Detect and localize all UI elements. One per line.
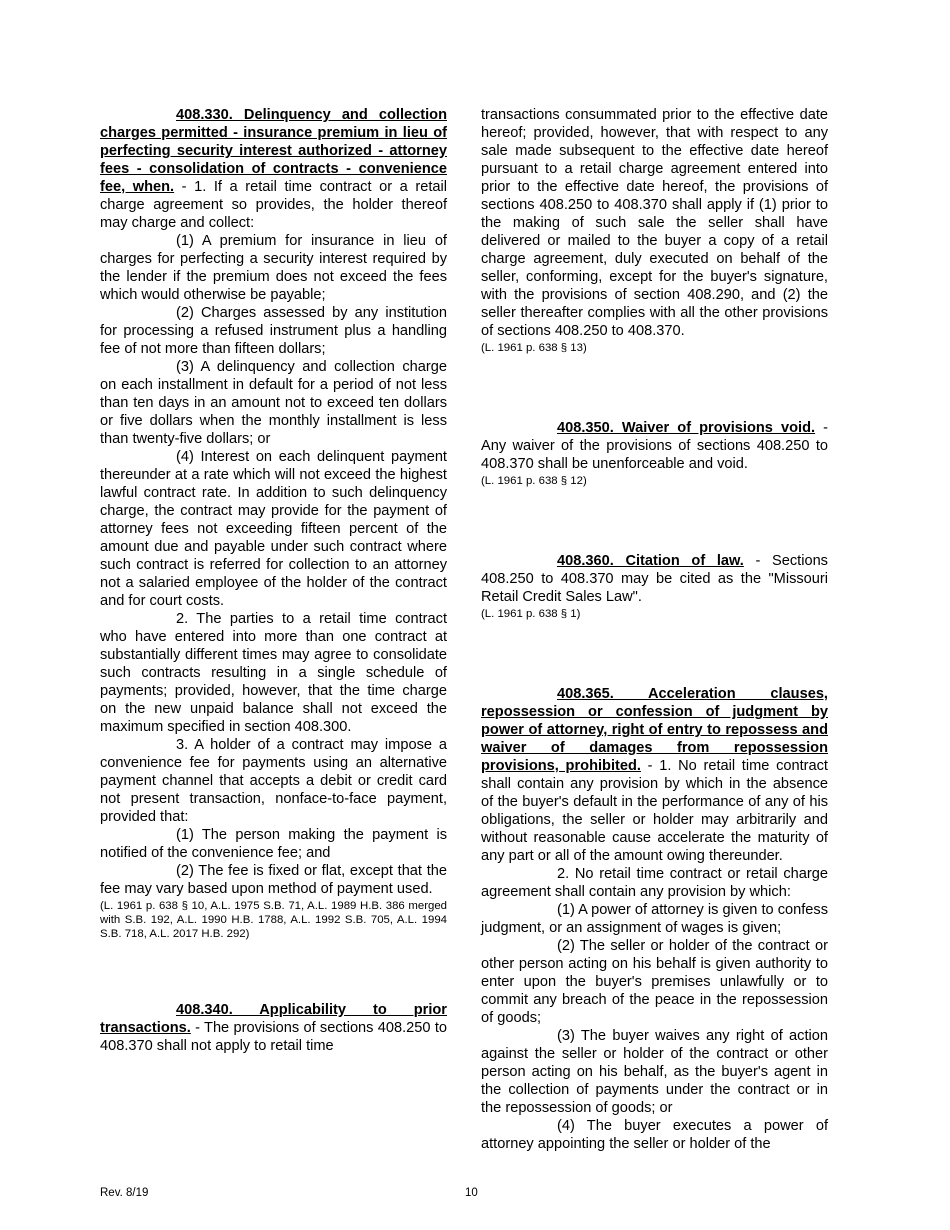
paragraph: (4) The buyer executes a power of attorney appointing the seller or holder of the <box>481 1118 828 1152</box>
section-408-360-heading: 408.360. Citation of law. <box>557 553 744 569</box>
section-408-350: 408.350. Waiver of provisions void. - Any waiver of the provisions of sections 408.250 to 408.370 shall be unenforceable and void. <box>481 420 828 472</box>
history-note: (L. 1961 p. 638 § 13) <box>481 342 587 354</box>
history-note: (L. 1961 p. 638 § 10, A.L. 1975 S.B. 71, A.L. 1989 H.B. 386 merged with S.B. 192, A.L. 1990 H.B. 1788, A.L. 1992 S.B. 705, A.L. 1994 S.B. 718, A.L. 2017 H.B. 292) <box>100 900 447 940</box>
section-408-360: 408.360. Citation of law. - Sections 408.250 to 408.370 may be cited as the "Missouri Retail Credit Sales Law". <box>481 553 828 605</box>
right-column <box>481 106 828 1153</box>
revision-label: Rev. 8/19 <box>100 1187 149 1199</box>
paragraph: 2. No retail time contract or retail charge agreement shall contain any provision by which: <box>481 866 828 900</box>
paragraph: (1) The person making the payment is notified of the convenience fee; and <box>100 827 447 861</box>
paragraph: (2) The fee is fixed or flat, except that the fee may vary based upon method of payment used. <box>100 863 447 897</box>
paragraph: (4) Interest on each delinquent payment thereunder at a rate which will not exceed the highest lawful contract rate. In addition to such delinquency charge, the contract may provide for the payment of attorney fees not exceeding fifteen percent of the amount due and payable under such contract where such contract is referred for collection to an attorney not a salaried employee of the holder of the contract and for court costs. <box>100 449 447 609</box>
section-408-340-continued: transactions consummated prior to the effective date hereof; provided, however, that with respect to any sale made subsequent to the effective date hereof pursuant to a retail charge agreement entered into prior to the effective date hereof, the provisions of sections 408.250 to 408.370 shall apply if (1) prior to the making of such sale the seller shall have delivered or mailed to the buyer a copy of a retail charge agreement, duly executed on behalf of the seller, conforming, except for the buyer's signature, with the provisions of section 408.290, and (2) the seller thereafter complies with all the other provisions of sections 408.250 to 408.370. <box>481 107 828 339</box>
paragraph: (1) A premium for insurance in lieu of charges for perfecting a security interest required by the lender if the premium does not exceed the fees which would otherwise be payable; <box>100 233 447 303</box>
history-note: (L. 1961 p. 638 § 12) <box>481 475 587 487</box>
history-note: (L. 1961 p. 638 § 1) <box>481 608 581 620</box>
section-408-330-heading: 408.330. Delinquency and collection charges permitted - insurance premium in lieu of perfecting security interest authorized - attorney fees - consolidation of contracts - convenience fee, when. <box>100 107 447 195</box>
paragraph: (2) The seller or holder of the contract or other person acting on his behalf is given authority to enter upon the buyer's premises unlawfully or to commit any breach of the peace in the repossession of goods; <box>481 938 828 1026</box>
section-408-340-heading: 408.340. Applicability to prior transactions. <box>100 1002 447 1036</box>
section-408-340: 408.340. Applicability to prior transactions. - The provisions of sections 408.250 to 408.370 shall not apply to retail time <box>100 1002 447 1054</box>
paragraph: (1) A power of attorney is given to confess judgment, or an assignment of wages is given; <box>481 902 828 936</box>
paragraph: 3. A holder of a contract may impose a convenience fee for payments using an alternative payment channel that accepts a debit or credit card not present transaction, nonface-to-face payment, provided that: <box>100 737 447 825</box>
left-column <box>100 106 447 1055</box>
paragraph: (2) Charges assessed by any institution for processing a refused instrument plus a handling fee of not more than fifteen dollars; <box>100 305 447 357</box>
section-408-350-heading: 408.350. Waiver of provisions void. <box>557 420 816 436</box>
paragraph: 2. The parties to a retail time contract who have entered into more than one contract at substantially different times may agree to consolidate such contracts resulting in a single schedule of payments; provided, however, that the time charge on the new unpaid balance shall not exceed the maximum specified in section 408.300. <box>100 611 447 735</box>
section-408-365-heading: 408.365. Acceleration clauses, repossession or confession of judgment by power of attorney, right of entry to repossess and waiver of damages from repossession provisions, prohibited. <box>481 686 828 774</box>
paragraph: (3) The buyer waives any right of action against the seller or holder of the contract or other person acting on his behalf, as the buyer's agent in the collection of payments under the contract or in the repossession of goods; or <box>481 1028 828 1116</box>
section-408-330-intro: 408.330. Delinquency and collection charges permitted - insurance premium in lieu of perfecting security interest authorized - attorney fees - consolidation of contracts - convenience fee, when. - 1. If a retail time contract or a retail charge agreement so provides, the holder thereof may charge and collect: <box>100 107 448 231</box>
paragraph: (3) A delinquency and collection charge on each installment in default for a period of not less than ten days in an amount not to exceed ten dollars or five dollars when the monthly installment is less than twenty-five dollars; or <box>100 359 447 447</box>
section-408-365-intro: 408.365. Acceleration clauses, repossession or confession of judgment by power of attorney, right of entry to repossess and waiver of damages from repossession provisions, prohibited. - 1. No retail time contract shall contain any provision by which in the absence of the buyer's default in the performance of any of his obligations, the seller or holder may arbitrarily and without reasonable cause accelerate the maturity of any part or all of the amount owing thereunder. <box>481 686 828 864</box>
page-number: 10 <box>465 1187 478 1199</box>
